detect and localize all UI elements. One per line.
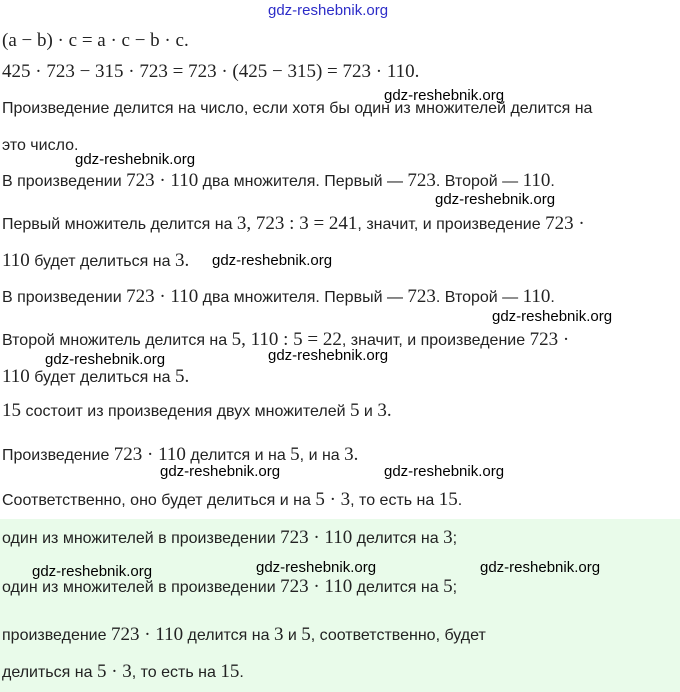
watermark: gdz-reshebnik.org <box>32 563 153 580</box>
rule-line-2: это число. <box>2 137 79 154</box>
formula-computation: 425 · 723 − 315 · 723 = 723 · (425 − 315) = 723 · 110. <box>2 61 420 82</box>
watermark-top: gdz-reshebnik.org <box>268 2 389 19</box>
answer-line-3: произведение 723 · 110 делится на 3 и 5, соответственно, будет <box>2 624 486 645</box>
fifteen-statement: 15 состоит из произведения двух множителей 5 и 3. <box>2 400 392 421</box>
watermark: gdz-reshebnik.org <box>384 463 505 480</box>
both-divisible: Произведение 723 · 110 делится и на 5, и на 3. <box>2 444 359 465</box>
watermark: gdz-reshebnik.org <box>75 151 196 168</box>
watermark: gdz-reshebnik.org <box>212 252 333 269</box>
watermark: gdz-reshebnik.org <box>256 559 377 576</box>
formula-distributive: (a − b) · c = a · c − b · c. <box>2 30 189 51</box>
watermark: gdz-reshebnik.org <box>160 463 281 480</box>
block1-intro: В произведении 723 · 110 два множителя. Первый — 723. Второй — 110. <box>2 170 555 191</box>
watermark: gdz-reshebnik.org <box>492 308 613 325</box>
watermark: gdz-reshebnik.org <box>480 559 601 576</box>
watermark: gdz-reshebnik.org <box>384 87 505 104</box>
block2-continuation: 110 будет делиться на 5. <box>2 366 190 387</box>
rule-line-1: Произведение делится на число, если хотя бы один из множителей делится на <box>2 100 593 117</box>
block2-division: Второй множитель делится на 5, 110 : 5 = 22, значит, и произведение 723 · <box>2 329 570 350</box>
watermark: gdz-reshebnik.org <box>268 347 389 364</box>
watermark: gdz-reshebnik.org <box>435 191 556 208</box>
answer-line-4: делиться на 5 · 3, то есть на 15. <box>2 661 244 682</box>
block1-continuation: 110 будет делиться на 3. <box>2 250 190 271</box>
answer-line-2: один из множителей в произведении 723 · 110 делится на 5; <box>2 576 458 597</box>
watermark: gdz-reshebnik.org <box>45 351 166 368</box>
conclusion: Соответственно, оно будет делиться и на 5 · 3, то есть на 15. <box>2 489 463 510</box>
block1-division: Первый множитель делится на 3, 723 : 3 = 241, значит, и произведение 723 · <box>2 213 585 234</box>
answer-line-1: один из множителей в произведении 723 · 110 делится на 3; <box>2 527 458 548</box>
block2-intro: В произведении 723 · 110 два множителя. Первый — 723. Второй — 110. <box>2 286 555 307</box>
